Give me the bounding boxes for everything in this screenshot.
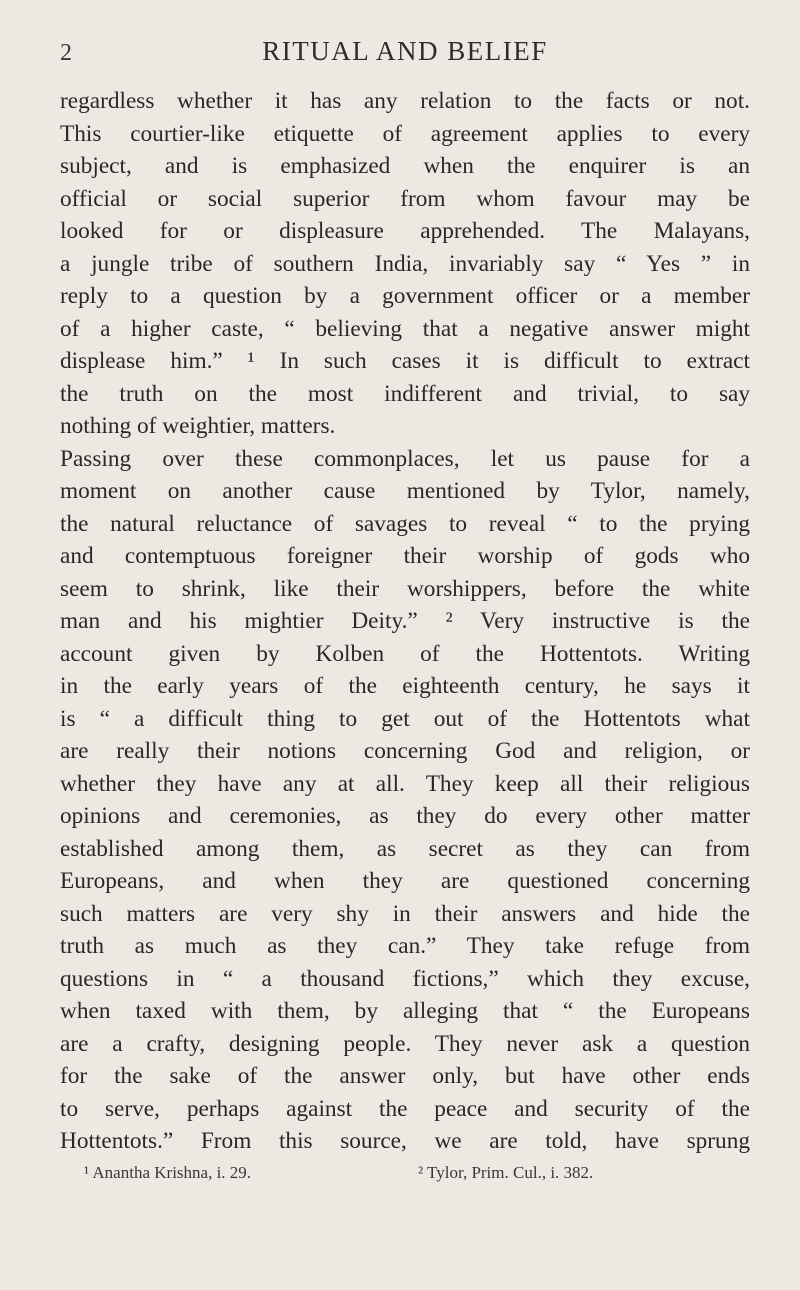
- text-line: moment on another cause mentioned by Tylor, namely,: [60, 478, 750, 504]
- text-line: for the sake of the answer only, but have other ends: [60, 1063, 750, 1089]
- text-line: This courtier-like etiquette of agreement applies to every: [60, 120, 750, 147]
- page-header: [60, 36, 750, 76]
- text-line: of a higher caste, “ believing that a negative answer might: [60, 315, 750, 342]
- text-line: looked for or displeasure apprehended. The Malayans,: [60, 218, 750, 244]
- text-line: truth as much as they can.” They take refuge from: [60, 933, 750, 959]
- text-line: and contemptuous foreigner their worship of gods who: [60, 543, 750, 569]
- text-line: a jungle tribe of southern India, invariably say “ Yes ” in: [60, 250, 750, 277]
- text-line: subject, and is emphasized when the enquirer is an: [60, 153, 750, 179]
- running-head: RITUAL AND BELIEF: [262, 36, 548, 66]
- footnote-2: ² Tylor, Prim. Cul., i. 382.: [418, 1163, 594, 1182]
- text-line: Hottentots.” From this source, we are told, have sprung: [60, 1128, 750, 1154]
- text-line: Passing over these commonplaces, let us pause for a: [60, 445, 750, 472]
- text-line: are a crafty, designing people. They never ask a question: [60, 1030, 750, 1057]
- text-line: the natural reluctance of savages to reveal “ to the prying: [60, 510, 750, 537]
- text-line: to serve, perhaps against the peace and security of the: [60, 1095, 750, 1122]
- text-line: reply to a question by a government officer or a member: [60, 283, 750, 309]
- text-line: are really their notions concerning God and religion, or: [60, 738, 750, 764]
- text-line: the truth on the most indifferent and trivial, to say: [60, 380, 750, 407]
- text-line: questions in “ a thousand fictions,” which they excuse,: [60, 965, 750, 992]
- text-line: whether they have any at all. They keep all their religious: [60, 770, 750, 797]
- text-line: when taxed with them, by alleging that “ the Europeans: [60, 998, 750, 1024]
- body-text: [60, 85, 750, 1158]
- text-line: established among them, as secret as they can from: [60, 835, 750, 862]
- text-line: man and his mightier Deity.” ² Very instructive is the: [60, 608, 750, 634]
- text-line: account given by Kolben of the Hottentots. Writing: [60, 640, 750, 667]
- text-line: displease him.” ¹ In such cases it is difficult to extract: [60, 348, 750, 374]
- text-line: is “ a difficult thing to get out of the Hottentots what: [60, 705, 750, 732]
- text-line: such matters are very shy in their answers and hide the: [60, 900, 750, 927]
- text-line: official or social superior from whom favour may be: [60, 185, 750, 212]
- footnote-1: ¹ Anantha Krishna, i. 29.: [84, 1163, 252, 1182]
- text-line: regardless whether it has any relation to the facts or not.: [60, 88, 750, 114]
- text-line: in the early years of the eighteenth century, he says it: [60, 673, 750, 699]
- text-line: seem to shrink, like their worshippers, before the white: [60, 575, 750, 602]
- page-number: 2: [60, 40, 72, 66]
- text-line: opinions and ceremonies, as they do every other matter: [60, 803, 750, 829]
- text-line: nothing of weightier, matters.: [60, 413, 336, 439]
- text-line: Europeans, and when they are questioned concerning: [60, 868, 750, 894]
